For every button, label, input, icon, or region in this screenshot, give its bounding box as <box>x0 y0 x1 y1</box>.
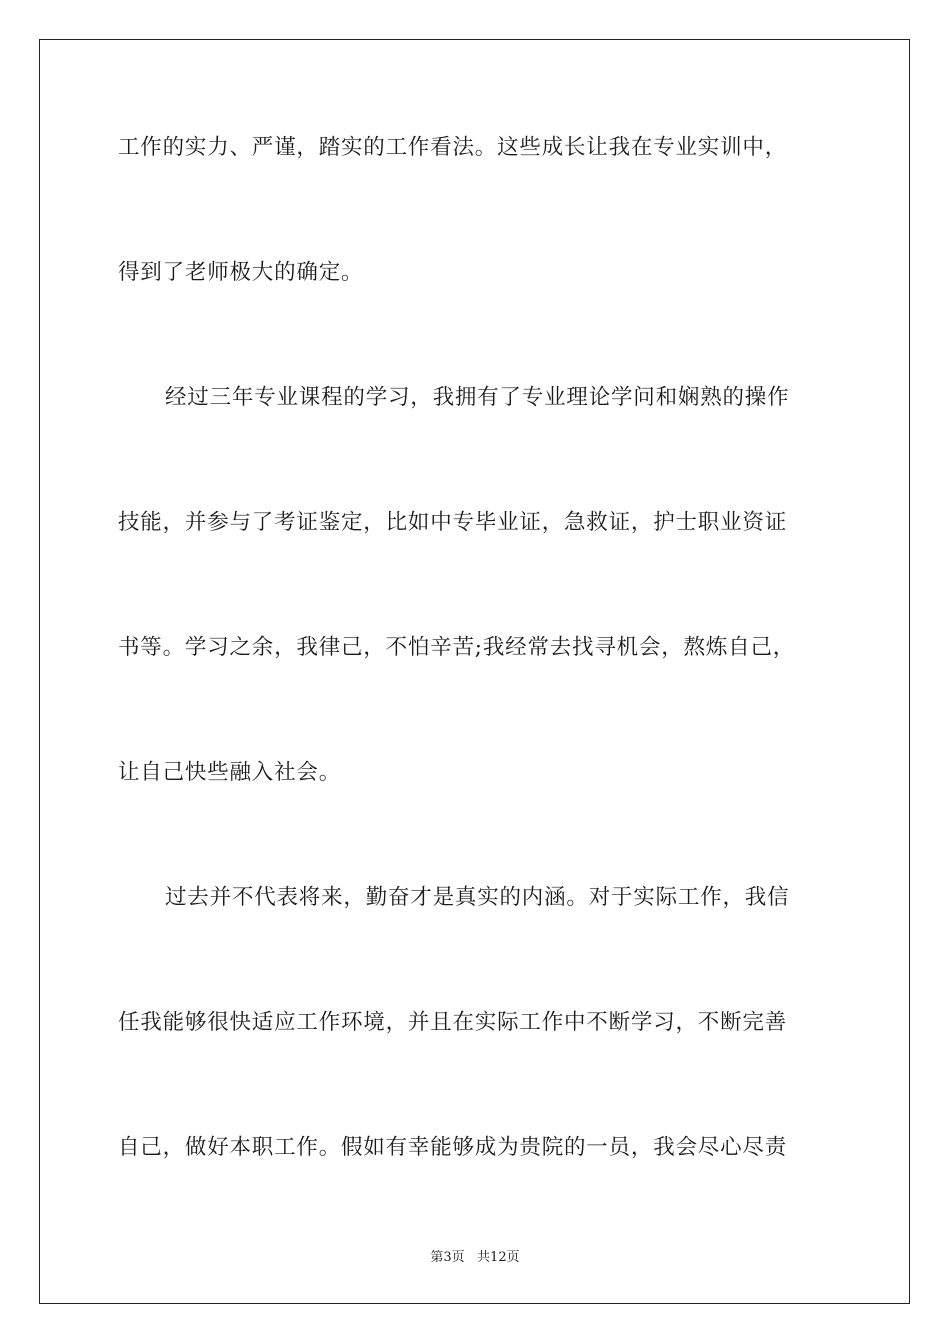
text-line-2: 得到了老师极大的确定。 <box>118 260 364 285</box>
page-number-footer: 第3页 共12页 <box>430 1250 520 1265</box>
text-line-1: 工作的实力、严谨，踏实的工作看法。这些成长让我在专业实训中， <box>118 135 788 160</box>
text-line-6: 让自己快些融入社会。 <box>118 760 342 785</box>
text-line-7: 过去并不代表将来，勤奋才是真实的内涵。对于实际工作，我信 <box>165 885 790 910</box>
text-line-3: 经过三年专业课程的学习，我拥有了专业理论学问和娴熟的操作 <box>165 385 790 410</box>
text-line-9: 自己，做好本职工作。假如有幸能够成为贵院的一员，我会尽心尽责 <box>118 1135 788 1160</box>
page-border <box>39 39 910 1304</box>
text-line-5: 书等。学习之余，我律己，不怕辛苦;我经常去找寻机会，熬炼自己， <box>118 635 796 660</box>
text-line-4: 技能，并参与了考证鉴定，比如中专毕业证，急救证，护士职业资证 <box>118 510 788 535</box>
text-line-8: 任我能够很快适应工作环境，并且在实际工作中不断学习，不断完善 <box>118 1010 788 1035</box>
